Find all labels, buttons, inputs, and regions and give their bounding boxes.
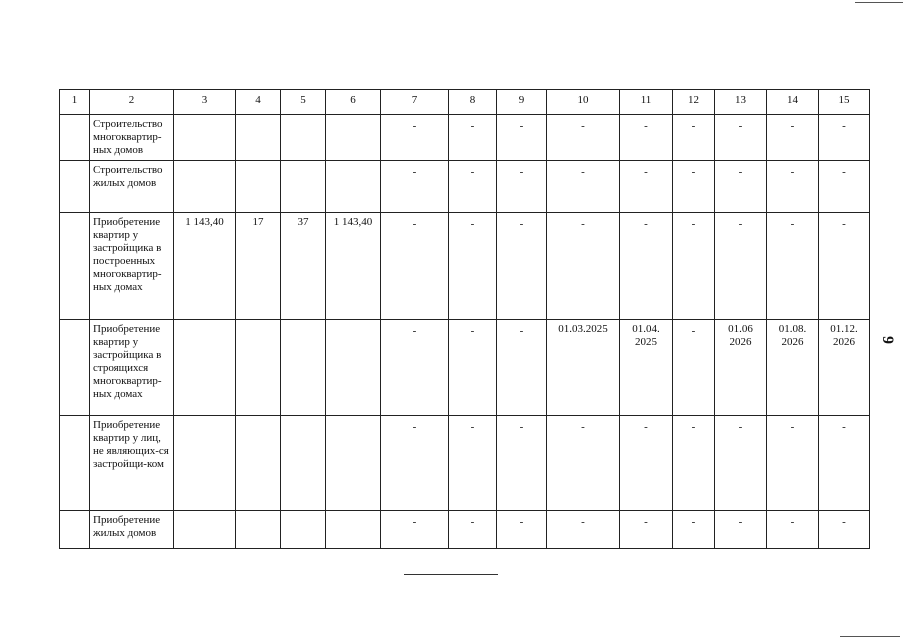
row-index-cell bbox=[60, 416, 90, 511]
table-row bbox=[60, 320, 870, 416]
cell-c6 bbox=[326, 511, 381, 549]
cell-c15: - bbox=[819, 416, 870, 511]
scan-mark-top bbox=[855, 2, 903, 3]
row-index-cell bbox=[60, 115, 90, 161]
cell-c3 bbox=[174, 511, 236, 549]
row-name-cell: Приобретение квартир у застройщика в строящихся многоквартир-ных домах bbox=[90, 320, 174, 416]
table-body bbox=[60, 90, 870, 549]
cell-c15: 01.12. 2026 bbox=[819, 320, 870, 416]
cell-c7: - bbox=[381, 161, 449, 213]
cell-c12: - bbox=[673, 213, 715, 320]
cell-c10: - bbox=[547, 115, 620, 161]
cell-c7: - bbox=[381, 416, 449, 511]
row-index-cell bbox=[60, 213, 90, 320]
cell-c4 bbox=[236, 511, 281, 549]
cell-c11: 01.04. 2025 bbox=[620, 320, 673, 416]
header-cell-14: 14 bbox=[767, 90, 819, 115]
header-cell-7: 7 bbox=[381, 90, 449, 115]
cell-c8: - bbox=[449, 115, 497, 161]
cell-c8: - bbox=[449, 511, 497, 549]
cell-c7: - bbox=[381, 115, 449, 161]
cell-c15: - bbox=[819, 115, 870, 161]
cell-c7: - bbox=[381, 320, 449, 416]
cell-c14: 01.08. 2026 bbox=[767, 320, 819, 416]
cell-c10: 01.03.2025 bbox=[547, 320, 620, 416]
row-index-cell bbox=[60, 161, 90, 213]
header-cell-11: 11 bbox=[620, 90, 673, 115]
cell-c8: - bbox=[449, 213, 497, 320]
table-row bbox=[60, 511, 870, 549]
cell-c14: - bbox=[767, 161, 819, 213]
cell-c5: 37 bbox=[281, 213, 326, 320]
cell-c14: - bbox=[767, 511, 819, 549]
cell-c3 bbox=[174, 161, 236, 213]
cell-c6: 1 143,40 bbox=[326, 213, 381, 320]
cell-c13: - bbox=[715, 115, 767, 161]
cell-c9: - bbox=[497, 320, 547, 416]
cell-c15: - bbox=[819, 213, 870, 320]
cell-c9: - bbox=[497, 115, 547, 161]
row-name-cell: Приобретение квартир у застройщика в построенных многоквартир-ных домах bbox=[90, 213, 174, 320]
cell-c5 bbox=[281, 115, 326, 161]
row-index-cell bbox=[60, 320, 90, 416]
cell-c11: - bbox=[620, 161, 673, 213]
cell-c9: - bbox=[497, 213, 547, 320]
cell-c11: - bbox=[620, 213, 673, 320]
data-table bbox=[59, 89, 870, 549]
cell-c9: - bbox=[497, 511, 547, 549]
cell-c5 bbox=[281, 511, 326, 549]
cell-c3: 1 143,40 bbox=[174, 213, 236, 320]
table-row bbox=[60, 416, 870, 511]
cell-c12: - bbox=[673, 161, 715, 213]
cell-c9: - bbox=[497, 161, 547, 213]
cell-c4 bbox=[236, 161, 281, 213]
cell-c8: - bbox=[449, 416, 497, 511]
cell-c8: - bbox=[449, 161, 497, 213]
cell-c10: - bbox=[547, 416, 620, 511]
cell-c13: - bbox=[715, 511, 767, 549]
header-cell-3: 3 bbox=[174, 90, 236, 115]
cell-c5 bbox=[281, 416, 326, 511]
row-index-cell bbox=[60, 511, 90, 549]
scan-mark-bottom bbox=[840, 636, 900, 637]
cell-c8: - bbox=[449, 320, 497, 416]
cell-c14: - bbox=[767, 416, 819, 511]
row-name-cell: Строительство жилых домов bbox=[90, 161, 174, 213]
cell-c14: - bbox=[767, 115, 819, 161]
header-cell-8: 8 bbox=[449, 90, 497, 115]
header-cell-5: 5 bbox=[281, 90, 326, 115]
header-cell-4: 4 bbox=[236, 90, 281, 115]
header-cell-10: 10 bbox=[547, 90, 620, 115]
cell-c4: 17 bbox=[236, 213, 281, 320]
header-cell-9: 9 bbox=[497, 90, 547, 115]
header-cell-15: 15 bbox=[819, 90, 870, 115]
table-row bbox=[60, 115, 870, 161]
cell-c14: - bbox=[767, 213, 819, 320]
cell-c13: - bbox=[715, 416, 767, 511]
cell-c3 bbox=[174, 115, 236, 161]
table-header-row bbox=[60, 90, 870, 115]
cell-c12: - bbox=[673, 320, 715, 416]
cell-c12: - bbox=[673, 511, 715, 549]
footer-divider bbox=[404, 574, 498, 575]
cell-c4 bbox=[236, 115, 281, 161]
header-cell-12: 12 bbox=[673, 90, 715, 115]
cell-c13: 01.06 2026 bbox=[715, 320, 767, 416]
cell-c10: - bbox=[547, 213, 620, 320]
cell-c6 bbox=[326, 115, 381, 161]
cell-c4 bbox=[236, 416, 281, 511]
header-cell-6: 6 bbox=[326, 90, 381, 115]
cell-c6 bbox=[326, 416, 381, 511]
cell-c3 bbox=[174, 320, 236, 416]
cell-c4 bbox=[236, 320, 281, 416]
cell-c13: - bbox=[715, 161, 767, 213]
row-name-cell: Приобретение жилых домов bbox=[90, 511, 174, 549]
cell-c11: - bbox=[620, 115, 673, 161]
table-row bbox=[60, 161, 870, 213]
cell-c11: - bbox=[620, 416, 673, 511]
cell-c3 bbox=[174, 416, 236, 511]
cell-c10: - bbox=[547, 511, 620, 549]
cell-c12: - bbox=[673, 416, 715, 511]
cell-c10: - bbox=[547, 161, 620, 213]
header-cell-1: 1 bbox=[60, 90, 90, 115]
header-cell-2: 2 bbox=[90, 90, 174, 115]
row-name-cell: Приобретение квартир у лиц, не являющих-ся застройщи-ком bbox=[90, 416, 174, 511]
cell-c9: - bbox=[497, 416, 547, 511]
cell-c7: - bbox=[381, 511, 449, 549]
cell-c6 bbox=[326, 320, 381, 416]
header-cell-13: 13 bbox=[715, 90, 767, 115]
cell-c15: - bbox=[819, 511, 870, 549]
cell-c5 bbox=[281, 320, 326, 416]
cell-c11: - bbox=[620, 511, 673, 549]
cell-c15: - bbox=[819, 161, 870, 213]
cell-c7: - bbox=[381, 213, 449, 320]
cell-c6 bbox=[326, 161, 381, 213]
page-number: 9 bbox=[879, 336, 896, 344]
table-row bbox=[60, 213, 870, 320]
cell-c13: - bbox=[715, 213, 767, 320]
row-name-cell: Строительство многоквартир-ных домов bbox=[90, 115, 174, 161]
cell-c5 bbox=[281, 161, 326, 213]
cell-c12: - bbox=[673, 115, 715, 161]
